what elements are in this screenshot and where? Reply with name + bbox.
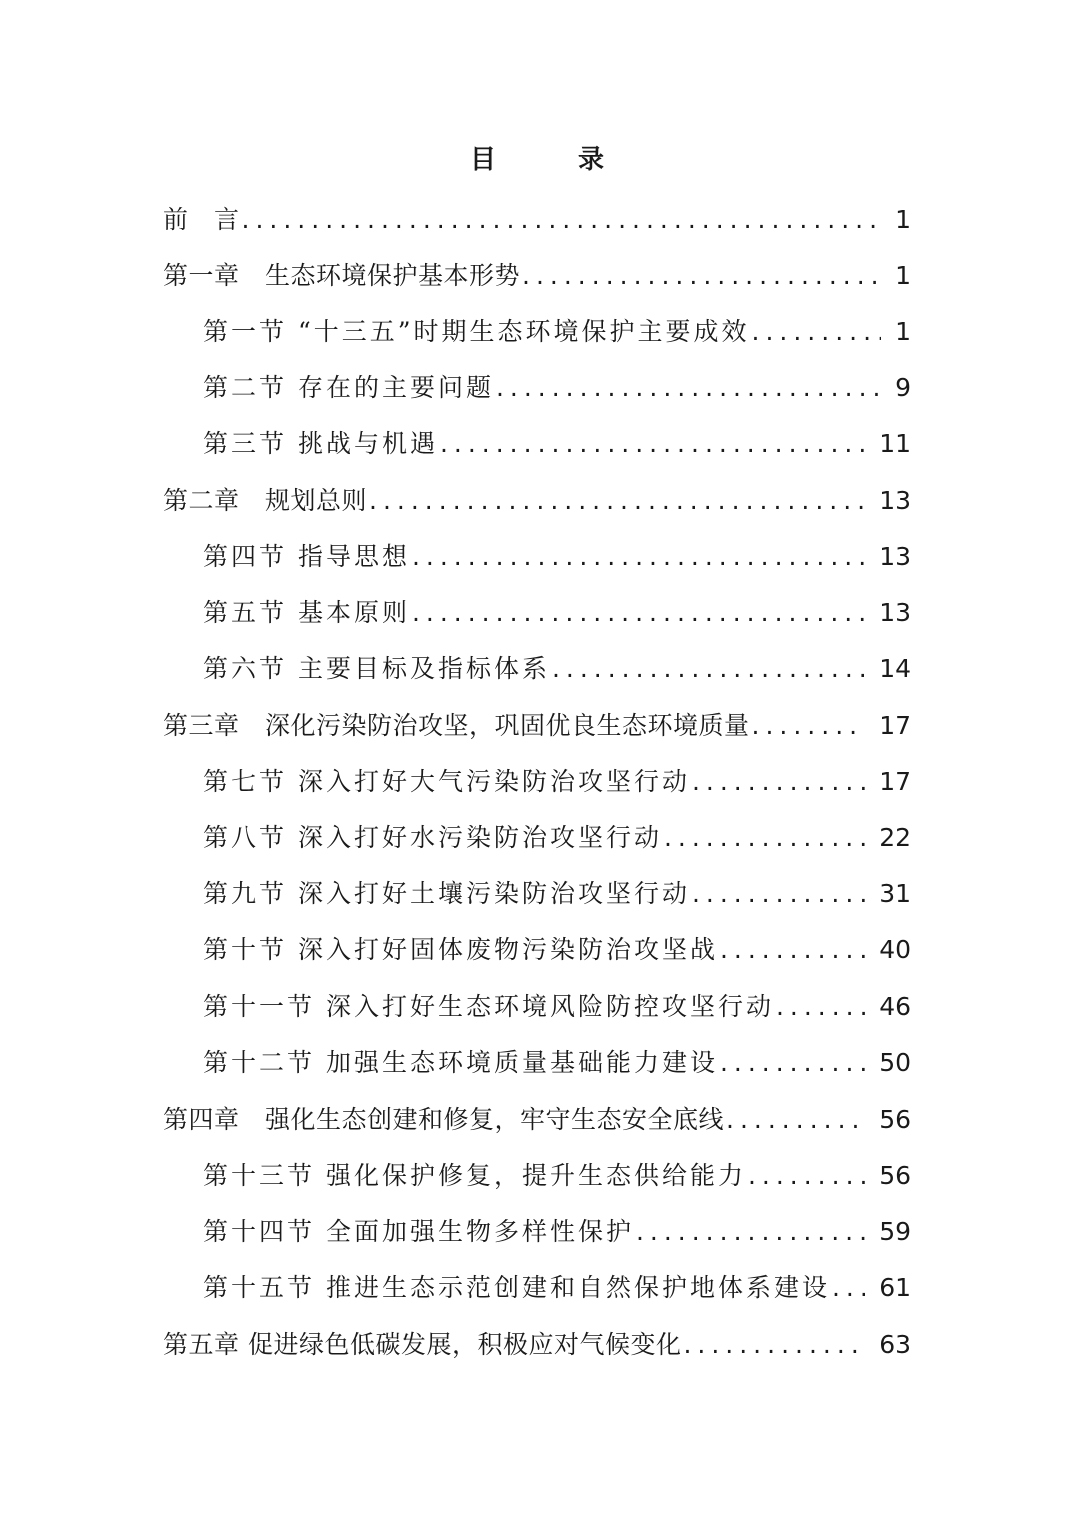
toc-entry-label: 第一节 “十三五”时期生态环境保护主要成效 [203,317,750,346]
toc-entry[interactable] [203,305,911,349]
toc-leader-dots [774,990,865,1024]
toc-entry-page: 1 [895,205,911,234]
toc-entry-page: 56 [879,1161,911,1190]
toc-leader-dots [681,1328,865,1362]
toc-entry[interactable] [203,1205,911,1249]
toc-leader-dots [634,1215,865,1249]
toc-entry-page: 56 [879,1105,911,1134]
toc-entry-label: 第三节 挑战与机遇 [203,429,438,458]
toc-entry-label: 第六节 主要目标及指标体系 [203,654,550,683]
toc-entry-page: 46 [879,992,911,1021]
toc-entry-page: 63 [879,1330,911,1359]
toc-entry[interactable] [203,755,911,799]
toc-entry-label: 第四章 强化生态创建和修复，牢守生态安全底线 [163,1105,725,1134]
toc-entry-label: 第十一节 深入打好生态环境风险防控攻坚行动 [203,992,774,1021]
toc-entry-page: 50 [879,1048,911,1077]
toc-entry-label: 第四节 指导思想 [203,542,410,571]
toc-entry[interactable] [203,361,911,405]
toc-leader-dots [662,821,865,855]
toc-leader-dots [690,765,865,799]
toc-entry-label: 第七节 深入打好大气污染防治攻坚行动 [203,767,690,796]
toc-entry[interactable] [203,923,911,967]
toc-entry-label: 第五章 促进绿色低碳发展，积极应对气候变化 [163,1330,682,1359]
toc-entry-label: 第三章 深化污染防治攻坚，巩固优良生态环境质量 [163,711,750,740]
toc-entry-page: 17 [879,767,911,796]
toc-leader-dots [746,1159,865,1193]
toc-entry[interactable] [203,1149,911,1193]
toc-entry-page: 17 [879,711,911,740]
toc-entry-page: 1 [895,261,911,290]
toc-entry[interactable] [163,249,911,293]
toc-leader-dots [410,596,865,630]
toc-entry-page: 59 [879,1217,911,1246]
toc-entry-label: 第十二节 加强生态环境质量基础能力建设 [203,1048,718,1077]
toc-entry-page: 1 [895,317,911,346]
toc-entry-label: 第五节 基本原则 [203,598,410,627]
toc-leader-dots [438,427,865,461]
toc-entry-page: 14 [879,654,911,683]
toc-entry-page: 61 [879,1273,911,1302]
toc-entry-page: 40 [879,935,911,964]
toc-entry-label: 第一章 生态环境保护基本形势 [163,261,521,290]
toc-leader-dots [367,484,865,518]
toc-title: 目 录 [469,145,632,175]
toc-entry[interactable] [203,530,911,574]
toc-entry-label: 第二节 存在的主要问题 [203,373,494,402]
toc-entry-page: 13 [879,598,911,627]
toc-entry[interactable] [203,811,911,855]
toc-entry-page: 31 [879,879,911,908]
toc-entry-label: 第十四节 全面加强生物多样性保护 [203,1217,634,1246]
toc-entry-label: 前 言 [163,205,240,234]
toc-entry-label: 第十五节 推进生态示范创建和自然保护地体系建设 [203,1273,830,1302]
toc-entry-page: 11 [879,429,911,458]
toc-entry[interactable] [163,1318,911,1362]
toc-leader-dots [724,1103,865,1137]
toc-entry-label: 第十节 深入打好固体废物污染防治攻坚战 [203,935,718,964]
toc-leader-dots [550,652,865,686]
toc-entry[interactable] [203,417,911,461]
toc-entry[interactable] [203,867,911,911]
toc-leader-dots [718,1046,865,1080]
toc-leader-dots [750,709,866,743]
toc-leader-dots [718,933,865,967]
toc-leader-dots [750,315,882,349]
toc-entry-label: 第九节 深入打好土壤污染防治攻坚行动 [203,879,690,908]
toc-entry[interactable] [163,699,911,743]
toc-entry[interactable] [163,1093,911,1137]
toc-leader-dots [240,203,882,237]
toc-leader-dots [690,877,865,911]
toc-entry-page: 22 [879,823,911,852]
toc-entry-label: 第八节 深入打好水污染防治攻坚行动 [203,823,662,852]
toc-entry-label: 第二章 规划总则 [163,486,368,515]
toc-entry[interactable] [203,980,911,1024]
toc-leader-dots [830,1271,865,1305]
toc-entry-page: 13 [879,486,911,515]
toc-entry[interactable] [203,642,911,686]
toc-entry-page: 9 [895,373,911,402]
toc-leader-dots [410,540,865,574]
toc-entry[interactable] [203,586,911,630]
toc-leader-dots [494,371,881,405]
toc-entry[interactable] [203,1036,911,1080]
toc-entry[interactable] [163,193,911,237]
toc-entry-label: 第十三节 强化保护修复，提升生态供给能力 [203,1161,746,1190]
toc-entry-page: 13 [879,542,911,571]
toc-entry[interactable] [163,474,911,518]
toc-leader-dots [520,259,881,293]
toc-entry[interactable] [203,1261,911,1305]
